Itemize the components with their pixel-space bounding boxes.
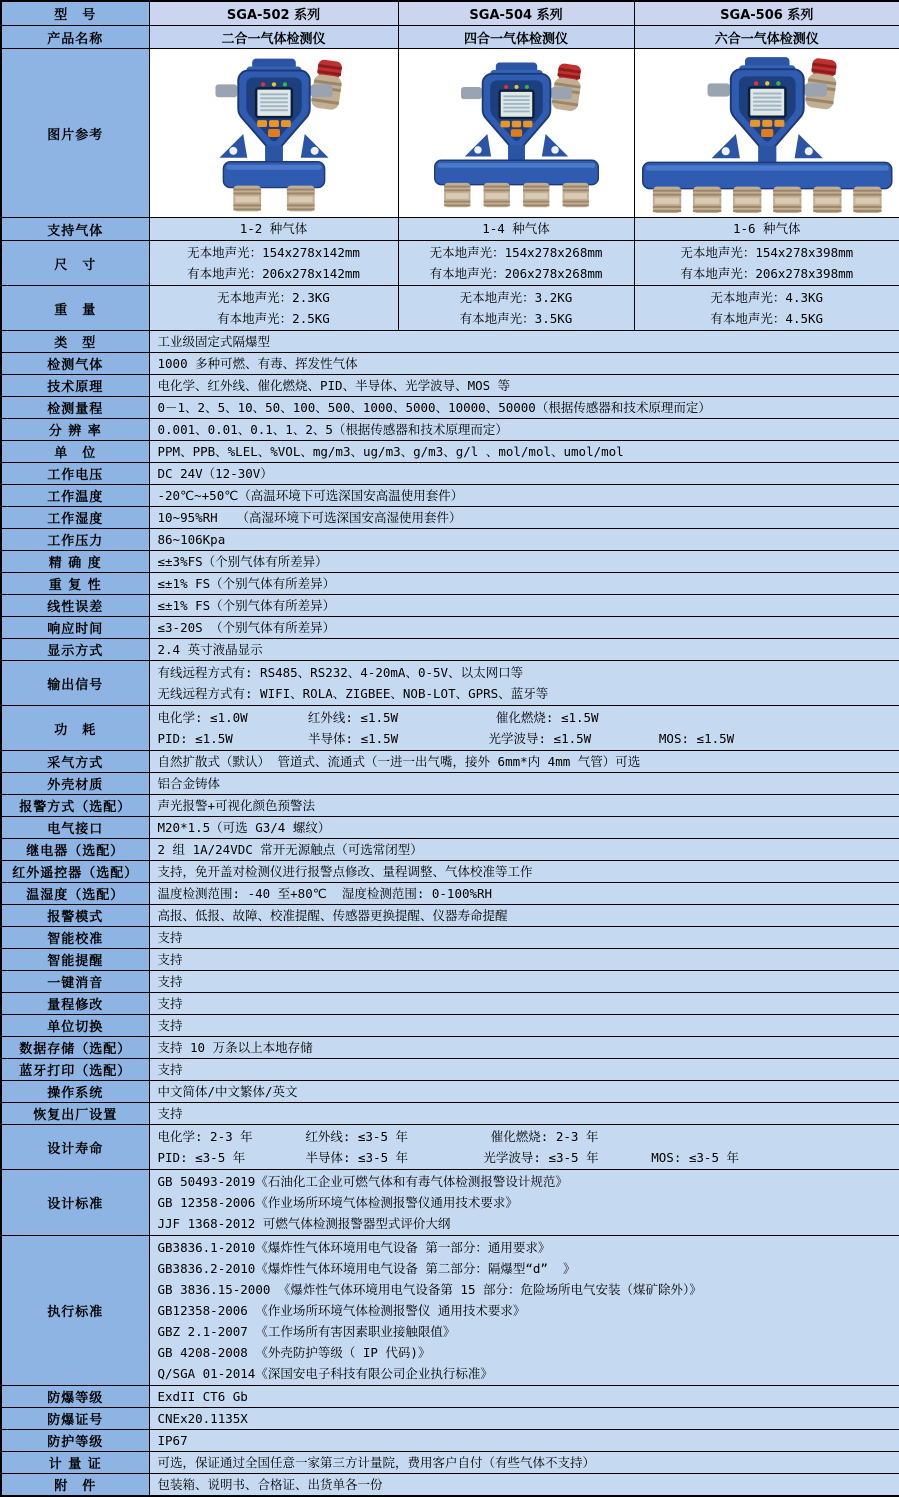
spec-row	[1, 971, 899, 993]
row-label: 红外遥控器（选配）	[1, 861, 149, 883]
spec-value	[149, 1170, 899, 1236]
row-label: 检测气体	[1, 353, 149, 375]
spec-row	[1, 993, 899, 1015]
value-line: 支持	[158, 1061, 892, 1079]
value-line: GBZ 2.1-2007 《工作场所有害因素职业接触限值》	[158, 1321, 892, 1342]
value-line: 1-4 种气体	[401, 219, 632, 239]
value-line: GB 3836.15-2000 《爆炸性气体环境用电气设备第 15 部分：危险场所电气安装（煤矿除外）》	[158, 1279, 892, 1300]
spec-value	[149, 751, 899, 773]
spec-row	[1, 1408, 899, 1430]
spec-value	[149, 1059, 899, 1081]
spec-row	[1, 485, 899, 507]
row-label-model: 型 号	[1, 1, 149, 26]
value-line: 高报、低报、故障、校准提醒、传感器更换提醒、仪器寿命提醒	[158, 907, 892, 925]
value-line: Q/SGA 01-2014《深国安电子科技有限公司企业执行标准》	[158, 1363, 892, 1384]
row-label: 设计标准	[1, 1170, 149, 1236]
value-line: 有本地声光：2.5KG	[152, 308, 396, 329]
value-line: M20*1.5（可选 G3/4 螺纹）	[158, 819, 892, 837]
sensor-head-icon	[562, 183, 588, 207]
value-line: 支持	[158, 995, 892, 1013]
value-line: GB3836.1-2010《爆炸性气体环境用电气设备 第一部分：通用要求》	[158, 1237, 892, 1258]
value-line: ≤±1% FS（个别气体有所差异）	[158, 597, 892, 615]
value-line: 铝合金铸体	[158, 775, 892, 793]
conduit-fitting-left	[215, 84, 237, 97]
row-label: 单 位	[1, 441, 149, 463]
row-label: 附 件	[1, 1474, 149, 1497]
value-line: DC 24V（12-30V）	[158, 465, 892, 483]
row-label: 重 量	[1, 286, 149, 331]
spec-value	[149, 1452, 899, 1474]
value-line: 1000 多种可燃、有毒、挥发性气体	[158, 355, 892, 373]
product-name: 二合一气体检测仪	[149, 26, 398, 49]
row-label: 蓝牙打印（选配）	[1, 1059, 149, 1081]
spec-row	[1, 353, 899, 375]
conduit-fitting-right	[551, 87, 572, 99]
spec-row	[1, 1474, 899, 1497]
row-label: 量程修改	[1, 993, 149, 1015]
product-name: 四合一气体检测仪	[398, 26, 634, 49]
product-name: 六合一气体检测仪	[634, 26, 899, 49]
spec-row	[1, 241, 899, 286]
row-label: 工作温度	[1, 485, 149, 507]
value-line: 电化学: ≤1.0W 红外线: ≤1.5W 催化燃烧: ≤1.5W	[158, 707, 892, 728]
spec-row	[1, 529, 899, 551]
spec-row	[1, 751, 899, 773]
spec-row	[1, 419, 899, 441]
row-label: 防爆证号	[1, 1408, 149, 1430]
spec-value	[398, 286, 634, 331]
spec-value	[149, 773, 899, 795]
value-line: 0.001、0.01、0.1、1、2、5（根据传感器和技术原理而定）	[158, 421, 892, 439]
spec-value	[149, 1386, 899, 1408]
value-line: GB 4208-2008 《外壳防护等级（ IP 代码)》	[158, 1342, 892, 1363]
value-line: ≤±1% FS（个别气体有所差异）	[158, 575, 892, 593]
sensor-head-icon	[692, 187, 720, 213]
spec-value	[149, 573, 899, 595]
row-label: 智能提醒	[1, 949, 149, 971]
row-label: 检测量程	[1, 397, 149, 419]
value-line: 支持	[158, 1105, 892, 1123]
spec-value	[149, 1125, 899, 1170]
value-line: 工业级固定式隔爆型	[158, 333, 892, 351]
spec-value	[149, 706, 899, 751]
value-line: CNEx20.1135X	[158, 1410, 892, 1428]
product-image-cell	[634, 49, 899, 218]
spec-row	[1, 1125, 899, 1170]
value-line: GB 12358-2006《作业场所环境气体检测报警仪通用技术要求》	[158, 1192, 892, 1213]
sensor-head-icon	[233, 186, 261, 212]
spec-row	[1, 397, 899, 419]
value-line: 支持	[158, 951, 892, 969]
row-label: 一键消音	[1, 971, 149, 993]
sensor-head-icon	[813, 187, 841, 213]
row-label: 工作电压	[1, 463, 149, 485]
value-line: 包装箱、说明书、合格证、出货单各一份	[158, 1476, 892, 1494]
spec-row	[1, 551, 899, 573]
row-label: 继电器（选配）	[1, 839, 149, 861]
value-line: IP67	[158, 1432, 892, 1450]
row-label: 执行标准	[1, 1236, 149, 1386]
value-line: 支持	[158, 973, 892, 991]
spec-row	[1, 861, 899, 883]
row-label: 单位切换	[1, 1015, 149, 1037]
value-line: 0－1、2、5、10、50、100、500、1000、5000、10000、50000（根据传感器和技术原理而定）	[158, 399, 892, 417]
spec-row-product-name	[1, 26, 899, 49]
row-label: 电气接口	[1, 817, 149, 839]
sensor-head-icon	[773, 187, 801, 213]
spec-value	[149, 286, 398, 331]
spec-value	[149, 529, 899, 551]
spec-row	[1, 949, 899, 971]
spec-row	[1, 617, 899, 639]
row-label: 操作系统	[1, 1081, 149, 1103]
spec-value	[149, 639, 899, 661]
display-screen	[256, 88, 292, 117]
conduit-fitting-left	[461, 87, 482, 99]
spec-value	[398, 218, 634, 241]
value-line: 有本地声光：4.5KG	[637, 308, 898, 329]
row-label: 尺 寸	[1, 241, 149, 286]
spec-value	[149, 419, 899, 441]
row-label: 防护等级	[1, 1430, 149, 1452]
spec-value	[149, 927, 899, 949]
value-line: -20℃~+50℃（高温环境下可选深国安高温使用套件）	[158, 487, 892, 505]
value-line: ExdII CT6 Gb	[158, 1388, 892, 1406]
spec-row	[1, 839, 899, 861]
spec-value	[149, 839, 899, 861]
spec-row	[1, 795, 899, 817]
value-line: PID: ≤1.5W 半导体: ≤1.5W 光学波导: ≤1.5W MOS: ≤1.5W	[158, 728, 892, 749]
value-line: GB 50493-2019《石油化工企业可燃气体和有毒气体检测报警设计规范》	[158, 1171, 892, 1192]
spec-row	[1, 883, 899, 905]
spec-value	[149, 861, 899, 883]
display-screen	[749, 87, 785, 116]
value-line: 有线远程方式有: RS485、RS232、4-20mA、0-5V、以太网口等	[158, 662, 892, 683]
spec-value	[149, 551, 899, 573]
spec-value	[149, 661, 899, 706]
spec-row	[1, 905, 899, 927]
spec-value	[149, 795, 899, 817]
value-line: 无本地声光：3.2KG	[401, 287, 632, 308]
spec-value	[149, 617, 899, 639]
value-line: GB3836.2-2010《爆炸性气体环境用电气设备 第二部分：隔爆型“d” 》	[158, 1258, 892, 1279]
value-line: JJF 1368-2012 可燃气体检测报警器型式评价大纲	[158, 1213, 892, 1234]
row-label: 报警模式	[1, 905, 149, 927]
spec-value	[149, 1081, 899, 1103]
row-label: 重 复 性	[1, 573, 149, 595]
spec-row-model	[1, 1, 899, 26]
row-label: 响应时间	[1, 617, 149, 639]
spec-row	[1, 595, 899, 617]
sensor-head-icon	[652, 187, 680, 213]
value-line: 无本地声光：4.3KG	[637, 287, 898, 308]
model-header: SGA-504 系列	[398, 1, 634, 26]
spec-row	[1, 218, 899, 241]
spec-row	[1, 441, 899, 463]
spec-row	[1, 1059, 899, 1081]
value-line: 有本地声光：206x278x398mm	[637, 263, 898, 284]
value-line: PID: ≤3-5 年 半导体: ≤3-5 年 光学波导: ≤3-5 年 MOS: ≤3-5 年	[158, 1147, 892, 1168]
row-label: 防爆等级	[1, 1386, 149, 1408]
spec-value	[149, 1408, 899, 1430]
row-label: 技术原理	[1, 375, 149, 397]
sensor-head-icon	[483, 183, 509, 207]
row-label-image: 图片参考	[1, 49, 149, 218]
sensor-head-icon	[523, 183, 549, 207]
value-line: 2.4 英寸液晶显示	[158, 641, 892, 659]
spec-value	[149, 971, 899, 993]
spec-row	[1, 1452, 899, 1474]
value-line: 电化学: 2-3 年 红外线: ≤3-5 年 催化燃烧: 2-3 年	[158, 1126, 892, 1147]
spec-value	[149, 397, 899, 419]
spec-value	[149, 241, 398, 286]
spec-value	[398, 241, 634, 286]
row-label: 采气方式	[1, 751, 149, 773]
value-line: 自然扩散式（默认） 管道式、流通式（一进一出气嘴，接外 6mm*内 4mm 气管）可选	[158, 753, 892, 771]
value-line: 无本地声光：154x278x398mm	[637, 242, 898, 263]
spec-value	[149, 463, 899, 485]
row-label: 工作湿度	[1, 507, 149, 529]
spec-row-product-image	[1, 49, 899, 218]
row-label: 功 耗	[1, 706, 149, 751]
value-line: 中文简体/中文繁体/英文	[158, 1083, 892, 1101]
value-line: 无本地声光：154x278x268mm	[401, 242, 632, 263]
row-label: 工作压力	[1, 529, 149, 551]
spec-row	[1, 1015, 899, 1037]
row-label: 外壳材质	[1, 773, 149, 795]
spec-row	[1, 573, 899, 595]
spec-row	[1, 817, 899, 839]
row-label: 支持气体	[1, 218, 149, 241]
spec-value	[149, 485, 899, 507]
spec-value	[149, 595, 899, 617]
value-line: 有本地声光：206x278x142mm	[152, 263, 396, 284]
value-line: 温度检测范围: -40 至+80℃ 湿度检测范围: 0-100%RH	[158, 885, 892, 903]
spec-value	[149, 905, 899, 927]
gas-detector-illustration	[150, 49, 398, 217]
row-label: 计 量 证	[1, 1452, 149, 1474]
conduit-fitting-right	[804, 83, 826, 96]
value-line: ≤±3%FS（个别气体有所差异）	[158, 553, 892, 571]
spec-value	[149, 507, 899, 529]
row-label: 智能校准	[1, 927, 149, 949]
value-line: 10~95%RH （高湿环境下可选深国安高湿使用套件）	[158, 509, 892, 527]
spec-value	[149, 993, 899, 1015]
row-label-product-name: 产品名称	[1, 26, 149, 49]
spec-row	[1, 463, 899, 485]
row-label: 精 确 度	[1, 551, 149, 573]
value-line: 无本地声光：154x278x142mm	[152, 242, 396, 263]
value-line: 1-6 种气体	[637, 219, 898, 239]
sensor-head-icon	[853, 187, 881, 213]
value-line: 支持	[158, 929, 892, 947]
model-header: SGA-502 系列	[149, 1, 398, 26]
spec-row	[1, 286, 899, 331]
value-line: PPM、PPB、%LEL、%VOL、mg/m3、ug/m3、g/m3、g/l 、mol/mol、umol/mol	[158, 443, 892, 461]
value-line: 声光报警+可视化颜色预警法	[158, 797, 892, 815]
spec-value	[149, 218, 398, 241]
value-line: 86~106Kpa	[158, 531, 892, 549]
spec-row	[1, 706, 899, 751]
spec-value	[149, 949, 899, 971]
row-label: 输出信号	[1, 661, 149, 706]
spec-value	[149, 817, 899, 839]
spec-row	[1, 927, 899, 949]
value-line: 无本地声光：2.3KG	[152, 287, 396, 308]
value-line: 可选，保证通过全国任意一家第三方计量院，费用客户自付（有些气体不支持）	[158, 1454, 892, 1472]
spec-row	[1, 375, 899, 397]
value-line: 电化学、红外线、催化燃烧、PID、半导体、光学波导、MOS 等	[158, 377, 892, 395]
spec-value	[149, 331, 899, 353]
spec-value	[149, 353, 899, 375]
value-line: 支持 10 万条以上本地存储	[158, 1039, 892, 1057]
row-label: 恢复出厂设置	[1, 1103, 149, 1125]
spec-row	[1, 1103, 899, 1125]
spec-row	[1, 1386, 899, 1408]
spec-value	[149, 1430, 899, 1452]
spec-value	[149, 1037, 899, 1059]
row-label: 温湿度（选配）	[1, 883, 149, 905]
gas-detector-illustration	[399, 49, 634, 217]
row-label: 分 辨 率	[1, 419, 149, 441]
conduit-fitting-right	[310, 84, 332, 97]
spec-row	[1, 773, 899, 795]
spec-row	[1, 507, 899, 529]
value-line: 2 组 1A/24VDC 常开无源触点（可选常闭型）	[158, 841, 892, 859]
row-label: 报警方式（选配）	[1, 795, 149, 817]
spec-value	[634, 286, 899, 331]
value-line: ≤3-20S （个别气体有所差异）	[158, 619, 892, 637]
spec-row	[1, 639, 899, 661]
spec-row	[1, 1170, 899, 1236]
sensor-head-icon	[733, 187, 761, 213]
spec-value	[149, 1103, 899, 1125]
spec-row	[1, 1236, 899, 1386]
product-image-cell	[149, 49, 398, 218]
sensor-head-icon	[444, 183, 470, 207]
spec-row	[1, 331, 899, 353]
spec-row	[1, 1081, 899, 1103]
value-line: 支持	[158, 1017, 892, 1035]
value-line: 1-2 种气体	[152, 219, 396, 239]
spec-value	[634, 218, 899, 241]
spec-row	[1, 1430, 899, 1452]
spec-row	[1, 661, 899, 706]
row-label: 线性误差	[1, 595, 149, 617]
spec-value	[634, 241, 899, 286]
row-label: 设计寿命	[1, 1125, 149, 1170]
value-line: 有本地声光：3.5KG	[401, 308, 632, 329]
value-line: 无线远程方式有: WIFI、ROLA、ZIGBEE、NOB-LOT、GPRS、蓝牙等	[158, 683, 892, 704]
model-header: SGA-506 系列	[634, 1, 899, 26]
spec-value	[149, 441, 899, 463]
conduit-fitting-left	[707, 83, 729, 96]
row-label: 类 型	[1, 331, 149, 353]
spec-value	[149, 1474, 899, 1497]
spec-value	[149, 1015, 899, 1037]
value-line: 支持，免开盖对检测仪进行报警点修改、量程调整、气体校准等工作	[158, 863, 892, 881]
spec-value	[149, 883, 899, 905]
spec-value	[149, 1236, 899, 1386]
value-line: GB12358-2006 《作业场所环境气体检测报警仪 通用技术要求》	[158, 1300, 892, 1321]
product-image-cell	[398, 49, 634, 218]
row-label: 数据存储（选配）	[1, 1037, 149, 1059]
row-label: 显示方式	[1, 639, 149, 661]
spec-row	[1, 1037, 899, 1059]
sensor-head-icon	[286, 186, 314, 212]
value-line: 有本地声光：206x278x268mm	[401, 263, 632, 284]
gas-detector-illustration	[635, 49, 899, 217]
spec-value	[149, 375, 899, 397]
display-screen	[499, 91, 533, 118]
